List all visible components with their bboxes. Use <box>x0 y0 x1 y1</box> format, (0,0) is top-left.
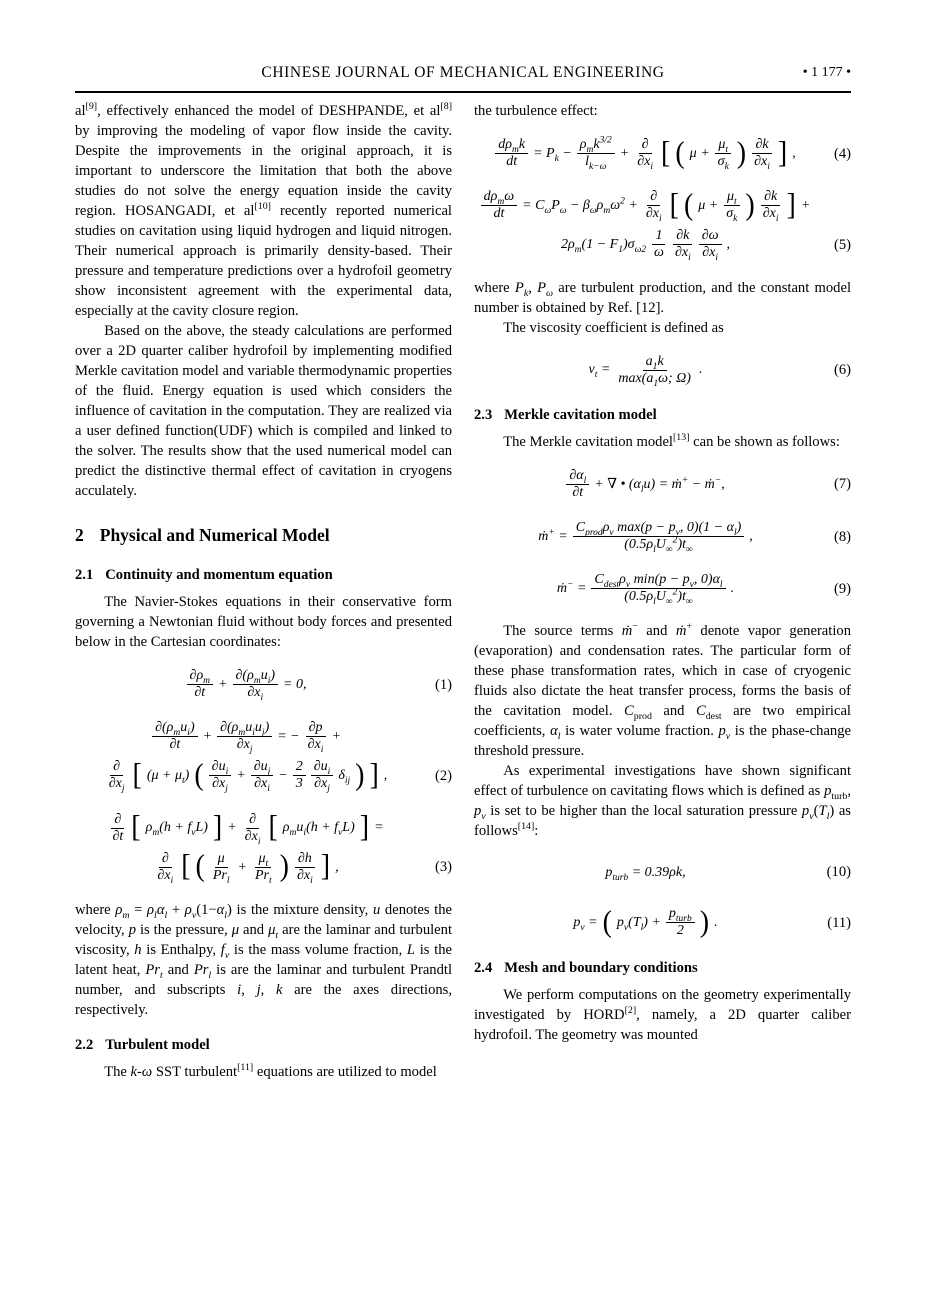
fraction <box>242 812 264 845</box>
fraction-numerator: $\partial(\rho_mu_iu_j)$ <box>217 720 272 737</box>
fraction-denominator: $\sigma_k$ <box>726 206 738 225</box>
fraction-numerator: $\partial\alpha_l$ <box>566 468 589 485</box>
equation-line <box>75 809 452 848</box>
equation-line <box>474 351 851 390</box>
paragraph: As experimental investigations have shown significant effect of turbulence on cavitating flows which is defined as $p_{turb}$, $p_v$ is set to be higher than the local saturation pressure $p_v(T_l)$ as follows[14]: <box>474 763 851 840</box>
fraction-denominator: $\partial x_i$ <box>244 828 261 847</box>
paragraph: The viscosity coefficient is defined as <box>503 319 724 336</box>
fraction-denominator: $\partial x_j$ <box>314 776 330 795</box>
equation-line <box>474 465 851 504</box>
equation <box>474 186 851 264</box>
section-title: Merkle cavitation model <box>504 406 657 423</box>
fraction <box>643 189 665 225</box>
fraction <box>293 759 306 792</box>
math-text: = 0, <box>283 676 307 692</box>
subsection-heading <box>474 405 851 425</box>
fraction-numerator: $\mu_t$ <box>715 137 731 154</box>
fraction-denominator: dt <box>506 154 518 170</box>
fraction-numerator: $\partial(\rho_mu_i)$ <box>233 668 279 685</box>
fraction-numerator: $\partial u_i$ <box>209 759 232 776</box>
math-text: $\delta_{ij}$ <box>338 768 351 787</box>
fraction <box>217 720 272 756</box>
fraction-denominator: $\partial x_i$ <box>247 685 264 703</box>
equation-number: (9) <box>833 580 851 597</box>
fraction-denominator: $\partial x_i$ <box>296 867 313 886</box>
equation-line <box>474 569 851 608</box>
subsection-heading <box>75 565 452 585</box>
section-title: Mesh and boundary conditions <box>504 959 698 976</box>
section-number: 2 <box>75 525 84 545</box>
section-heading <box>75 525 452 545</box>
fraction-denominator: $\partial x_i$ <box>157 867 174 886</box>
section-number: 2.2 <box>75 1036 94 1053</box>
fraction <box>495 137 528 170</box>
equation <box>474 517 851 556</box>
math-text: + <box>236 768 246 784</box>
subsection-heading <box>474 958 851 978</box>
math-text: μ + <box>689 145 710 161</box>
fraction <box>187 668 214 701</box>
equation-number: (10) <box>826 864 851 881</box>
big-delimiter: ( <box>683 188 694 223</box>
fraction-denominator: $\partial x_i$ <box>307 737 324 756</box>
section-number: 2.1 <box>75 567 94 583</box>
equation-number: (3) <box>434 859 452 876</box>
fraction-numerator: ∂ <box>639 137 652 154</box>
fraction-denominator: $Pr_t$ <box>254 867 272 886</box>
equation-line <box>474 186 851 225</box>
fraction-numerator: ∂ω <box>699 228 722 245</box>
section-title: Continuity and momentum equation <box>105 567 333 583</box>
fraction-numerator: 1 <box>652 228 665 245</box>
fraction-denominator: $\partial x_i$ <box>254 776 270 795</box>
fraction <box>311 759 334 795</box>
fraction-numerator: $\mu_t$ <box>255 851 271 868</box>
fraction-numerator: $a_1k$ <box>643 354 667 371</box>
fraction <box>252 851 275 884</box>
math-text: + <box>619 145 630 161</box>
equation-number: (2) <box>434 767 452 784</box>
math-text: $\rho_mu_i(h + f_vL)$ <box>282 820 355 839</box>
big-delimiter: ( <box>602 905 612 940</box>
fraction-numerator: ∂ <box>246 812 259 829</box>
math-text: $p_v(T_l)$ + <box>616 915 661 933</box>
fraction <box>760 189 782 225</box>
fraction-denominator: $\partial x_i$ <box>754 154 770 172</box>
fraction-denominator: $(0.5\rho_lU_\infty^2)t_\infty$ <box>624 587 693 608</box>
fraction-numerator: ∂k <box>673 228 692 245</box>
fraction-denominator: $\partial x_j$ <box>236 737 253 756</box>
fraction-denominator: ∂t <box>169 737 181 753</box>
big-delimiter: ] <box>786 188 796 223</box>
big-delimiter: [ <box>669 188 679 223</box>
equation-line <box>474 854 851 890</box>
fraction <box>209 759 232 795</box>
fraction-numerator: ∂h <box>295 851 315 868</box>
equation-line <box>75 717 452 756</box>
equation-number: (7) <box>833 476 851 493</box>
paragraph: Based on the above, the steady calculations are performed over a 2D quarter caliber hydrofoil by implementing modified Merkle cavitation model and variable thermodynamic properties of the fluid. Energy equation is used which considers the influence of cavitation in the computation. They are realized via a user defined function(UDF) which is compiled and linked to the solver. The results show that the used numerical model can predict the distinctive thermal effect of cavitation in cryogens acculately. <box>75 323 452 499</box>
fraction <box>154 851 176 884</box>
big-delimiter: [ <box>131 810 141 845</box>
equation-number: (5) <box>833 236 851 253</box>
math-text: , <box>792 145 796 161</box>
math-text: , <box>726 237 731 253</box>
math-text: ṁ+ = <box>538 527 568 544</box>
two-column-body <box>75 101 851 1082</box>
column-left <box>75 101 452 1082</box>
big-delimiter: ) <box>699 905 710 940</box>
paragraph: The k-ω SST turbulent[11] equations are utilized to model <box>104 1062 437 1080</box>
math-text: − <box>278 768 288 784</box>
big-delimiter: ] <box>777 136 788 170</box>
big-delimiter: ( <box>195 850 205 884</box>
fraction-denominator: $\partial x_j$ <box>108 776 125 795</box>
equation <box>474 903 851 942</box>
fraction <box>566 468 589 501</box>
equation <box>75 665 452 704</box>
fraction <box>715 137 732 170</box>
fraction-numerator: $C_{prod}\rho_v$ $\max(p - p_v$, $0)(1 - \alpha_l)$ <box>573 520 745 537</box>
equation-line <box>474 134 851 173</box>
equation-line <box>75 665 452 704</box>
fraction <box>305 720 327 756</box>
math-text: + <box>202 729 213 745</box>
equation <box>474 134 851 173</box>
big-delimiter: ] <box>369 758 379 793</box>
math-text: $\rho_m(h + f_vL)$ <box>145 820 208 839</box>
paragraph: The source terms ṁ− and ṁ+ denote vapor generation (evaporation) and condensation rates. The particular form of these phase transformation rates, which in case of cryogenic fluids also dictate the heat transfer process, forms the basis of the cavitation model. $C_{prod}$ and $C_{dest}$ are two empirical coefficients, $\alpha_l$ is water volume fraction. $p_v$ is the phase-change threshold pressure. <box>474 621 852 760</box>
subsection-heading <box>75 1035 452 1055</box>
big-delimiter: [ <box>661 136 671 170</box>
page-number: • 1 177 • <box>802 65 851 80</box>
section-title: Turbulent model <box>105 1036 210 1053</box>
fraction-numerator: ∂ <box>111 812 124 829</box>
big-delimiter: [ <box>132 758 142 793</box>
big-delimiter: ) <box>736 136 747 170</box>
math-text: = <box>374 820 384 836</box>
fraction-numerator: $\partial(\rho_mu_i)$ <box>152 720 198 737</box>
fraction-denominator: $Pr_l$ <box>212 867 230 886</box>
paragraph: where $\rho_m = \rho_l\alpha_l + \rho_v(1-\alpha_l)$ is the mixture density, u denotes the velocity, p is the pressure, μ and $\mu_t$ are the laminar and turbulent viscosity, h is Enthalpy, $f_v$ is the mass volume fraction, L is the latent heat, $Pr_t$ and $Pr_l$ is are the laminar and turbulent Prandtl number, and subscripts i, j, k are the axes directions, respectively. <box>75 901 453 1018</box>
fraction-denominator: 2 <box>676 923 684 939</box>
fraction-denominator: $\partial x_i$ <box>702 245 719 264</box>
big-delimiter: ) <box>279 850 289 884</box>
fraction-denominator: $(0.5\rho_lU_\infty^2)t_\infty$ <box>624 535 693 555</box>
math-text: $p_{turb} = 0.39\rho k$, <box>605 864 686 883</box>
fraction-numerator: $\partial u_j$ <box>251 759 274 776</box>
fraction-numerator: ∂ <box>159 851 172 868</box>
math-text: . <box>730 580 735 596</box>
fraction-denominator: $l_{k-\omega}$ <box>585 154 607 172</box>
math-text: , <box>383 768 388 784</box>
fraction-numerator: ∂ <box>110 759 123 776</box>
equation-line <box>75 848 452 887</box>
math-text: $p_v$ = <box>573 915 598 933</box>
fraction <box>294 851 316 884</box>
equation-line <box>474 517 851 556</box>
fraction <box>634 137 656 170</box>
equation-number: (6) <box>833 362 851 379</box>
fraction <box>591 572 725 608</box>
fraction-numerator: $C_{dest}\rho_v$ $\min(p - p_v$, $0)\alpha_l$ <box>591 572 725 589</box>
fraction-numerator: ∂k <box>761 189 780 206</box>
section-title: Physical and Numerical Model <box>99 525 330 545</box>
fraction-denominator: $\max(a_1\omega$; Ω) <box>618 370 691 389</box>
math-text: + <box>237 859 247 875</box>
fraction-denominator: dt <box>493 206 505 222</box>
math-text: , <box>335 859 339 875</box>
fraction-numerator: μ <box>215 851 228 868</box>
fraction-numerator: $\partial u_i$ <box>311 759 334 776</box>
page-header <box>75 64 851 86</box>
math-text: ṁ− = <box>556 579 587 596</box>
fraction-denominator: $\partial x_i$ <box>637 154 654 172</box>
fraction-numerator: $\partial\rho_m$ <box>187 668 214 685</box>
math-text: μ + <box>698 198 719 214</box>
big-delimiter: ] <box>212 810 223 845</box>
math-text: + ∇ • $(\alpha_lu)$ = ṁ+ − ṁ−, <box>594 474 725 495</box>
fraction <box>233 668 279 701</box>
big-delimiter: ] <box>359 810 370 845</box>
math-text: = $P_k$ − <box>533 145 572 164</box>
section-number: 2.4 <box>474 959 493 976</box>
equation-number: (8) <box>833 528 851 545</box>
equation-number: (11) <box>827 914 851 931</box>
math-text: + <box>227 820 237 836</box>
equation <box>75 717 452 795</box>
fraction-denominator: $\partial x_j$ <box>212 776 228 795</box>
fraction <box>666 906 695 939</box>
math-text: , <box>749 528 753 544</box>
journal-title: CHINESE JOURNAL OF MECHANICAL ENGINEERING <box>261 64 665 81</box>
fraction <box>106 759 128 795</box>
paragraph: We perform computations on the geometry experimentally investigated by HORD[2], namely, a 2D quarter caliber hydrofoil. The geometry was mounted <box>474 986 851 1043</box>
fraction-numerator: $p_{turb}$ <box>666 906 695 923</box>
paragraph: where $P_k$, $P_\omega$ are turbulent production, and the constant model number is obtained by Ref. [12]. <box>474 279 851 316</box>
big-delimiter: ] <box>320 850 331 884</box>
math-text: = $C_\omega P_\omega - \beta_\omega\rho_m\omega^2$ + <box>522 196 638 216</box>
math-text: . <box>714 915 718 931</box>
fraction <box>672 228 694 264</box>
fraction-denominator: ∂t <box>112 828 124 844</box>
math-text: + <box>800 198 811 214</box>
big-delimiter: ) <box>355 758 365 793</box>
equation-line <box>474 225 851 264</box>
math-text: $(\mu + \mu_t)$ <box>146 768 190 787</box>
equation <box>474 569 851 608</box>
fraction <box>615 354 694 387</box>
fraction <box>723 189 740 225</box>
big-delimiter: [ <box>268 810 278 845</box>
column-right <box>474 101 851 1082</box>
fraction-numerator: $d\rho_m\omega$ <box>481 189 518 206</box>
big-delimiter: ( <box>675 136 685 170</box>
paragraph: al[9], effectively enhanced the model of DESHPANDE, et al[8] by improving the modeling of vapor flow inside the cavity. Despite the improvements in the original approach, it is important to underscore the limitation that both the above studies do not solve the energy equation inside the cavity region. HOSANGADI, et al[10] recently reported numerical studies on cavitation using liquid hydrogen and liquid nitrogen. Their numerical approach is primarily density-based. Their pressure and temperature predictions over a hydrofoil geometry show inconsistent agreement with the experimental data, especially at the cavity closure region. <box>75 101 452 319</box>
big-delimiter: ( <box>194 758 204 793</box>
paragraph: The Merkle cavitation model[13] can be shown as follows: <box>503 431 840 450</box>
paragraph: the turbulence effect: <box>474 103 598 119</box>
fraction-numerator: $\rho_mk^{3/2}$ <box>577 137 615 154</box>
fraction-denominator: ω <box>654 245 664 261</box>
fraction-numerator: $d\rho_mk$ <box>495 137 528 154</box>
big-delimiter: ) <box>745 188 755 223</box>
fraction-denominator: ∂t <box>194 685 206 701</box>
math-text: . <box>698 362 703 378</box>
fraction <box>573 520 745 553</box>
fraction <box>481 189 518 222</box>
fraction-numerator: $\mu_t$ <box>724 189 740 206</box>
equation <box>474 465 851 504</box>
equation <box>474 351 851 390</box>
fraction <box>152 720 198 753</box>
math-text: + <box>331 729 341 745</box>
equation-line <box>474 903 851 942</box>
fraction <box>577 137 615 170</box>
equation <box>75 809 452 887</box>
paragraph: The Navier-Stokes equations in their conservative form governing a Newtonian fluid without body forces and presented below in the Cartesian coordinates: <box>75 594 452 650</box>
equation-number: (1) <box>434 676 452 693</box>
fraction-denominator: $\partial x_i$ <box>645 206 662 225</box>
header-rule <box>75 91 851 93</box>
fraction-numerator: ∂ <box>647 189 660 206</box>
math-text: $\nu_t$ = <box>588 362 611 381</box>
fraction-numerator: ∂k <box>752 137 771 154</box>
fraction-denominator: $\partial x_i$ <box>674 245 691 264</box>
fraction-numerator: 2 <box>293 759 306 776</box>
equation <box>474 854 851 890</box>
math-text: = − <box>277 729 300 745</box>
fraction <box>109 812 126 845</box>
math-text: $2\rho_m(1 - F_1)\sigma_{\omega 2}$ <box>560 237 647 256</box>
fraction-denominator: $\sigma_k$ <box>717 154 729 172</box>
fraction-denominator: $\partial x_i$ <box>762 206 779 225</box>
fraction-denominator: 3 <box>295 776 303 792</box>
fraction <box>251 759 274 795</box>
fraction-numerator: ∂p <box>306 720 326 737</box>
fraction <box>699 228 722 264</box>
big-delimiter: [ <box>181 850 191 884</box>
fraction <box>651 228 667 261</box>
fraction-denominator: ∂t <box>572 484 584 500</box>
math-text: + <box>218 676 228 692</box>
equation-number: (4) <box>833 145 851 162</box>
fraction <box>751 137 773 170</box>
fraction <box>210 851 233 884</box>
section-number: 2.3 <box>474 406 493 423</box>
equation-line <box>75 756 452 795</box>
